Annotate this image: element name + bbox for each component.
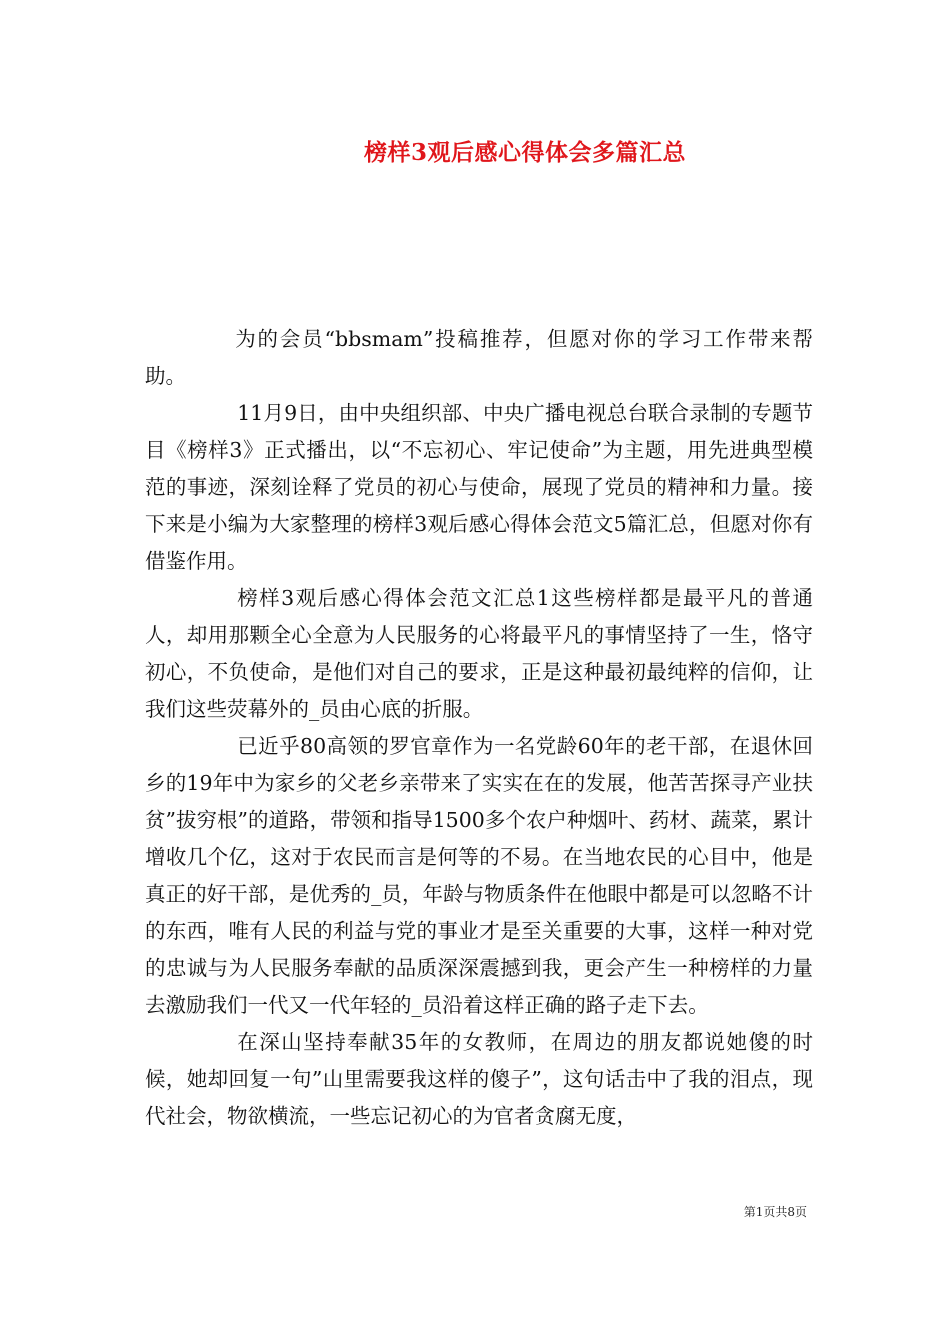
paragraph-essay-1: 榜样3观后感心得体会范文汇总1这些榜样都是最平凡的普通人，却用那颗全心全意为人民服务的心将最平凡的事情坚持了一生，恪守初心，不负使命，是他们对自己的要求，正是这种最初最纯粹的信仰，让我们这些荧幕外的_员由心底的折服。 [145, 586, 813, 721]
document-title: 榜样3观后感心得体会多篇汇总 [363, 139, 686, 166]
paragraph-teacher: 在深山坚持奉献35年的女教师，在周边的朋友都说她傻的时候，她却回复一句”山里需要我这样的傻子”，这句话击中了我的泪点，现代社会，物欲横流，一些忘记初心的为官者贪腐无度， [145, 1030, 813, 1128]
paragraph-luo-guanzhang: 已近乎80高领的罗官章作为一名党龄60年的老干部，在退休回乡的19年中为家乡的父老乡亲带来了实实在在的发展，他苦苦探寻产业扶贫”拔穷根”的道路，带领和指导1500多个农户种烟叶、药材、蔬菜，累计增收几个亿，这对于农民而言是何等的不易。在当地农民的心目中，他是真正的好干部，是优秀的_员，年龄与物质条件在他眼中都是可以忽略不计的东西，唯有人民的利益与党的事业才是至关重要的大事，这样一种对党的忠诚与为人民服务奉献的品质深深震撼到我，更会产生一种榜样的力量去激励我们一代又一代年轻的_员沿着这样正确的路子走下去。 [145, 734, 813, 1017]
paragraph-background: 11月9日，由中央组织部、中央广播电视总台联合录制的专题节目《榜样3》正式播出，以“不忘初心、牢记使命”为主题，用先进典型模范的事迹，深刻诠释了党员的初心与使命，展现了党员的精神和力量。接下来是小编为大家整理的榜样3观后感心得体会范文5篇汇总，但愿对你有借鉴作用。 [145, 401, 813, 573]
paragraph-intro: 为的会员“bbsmam”投稿推荐，但愿对你的学习工作带来帮助。 [145, 327, 813, 388]
document-body [145, 321, 813, 1135]
page-number: 第1页共8页 [743, 1205, 807, 1219]
